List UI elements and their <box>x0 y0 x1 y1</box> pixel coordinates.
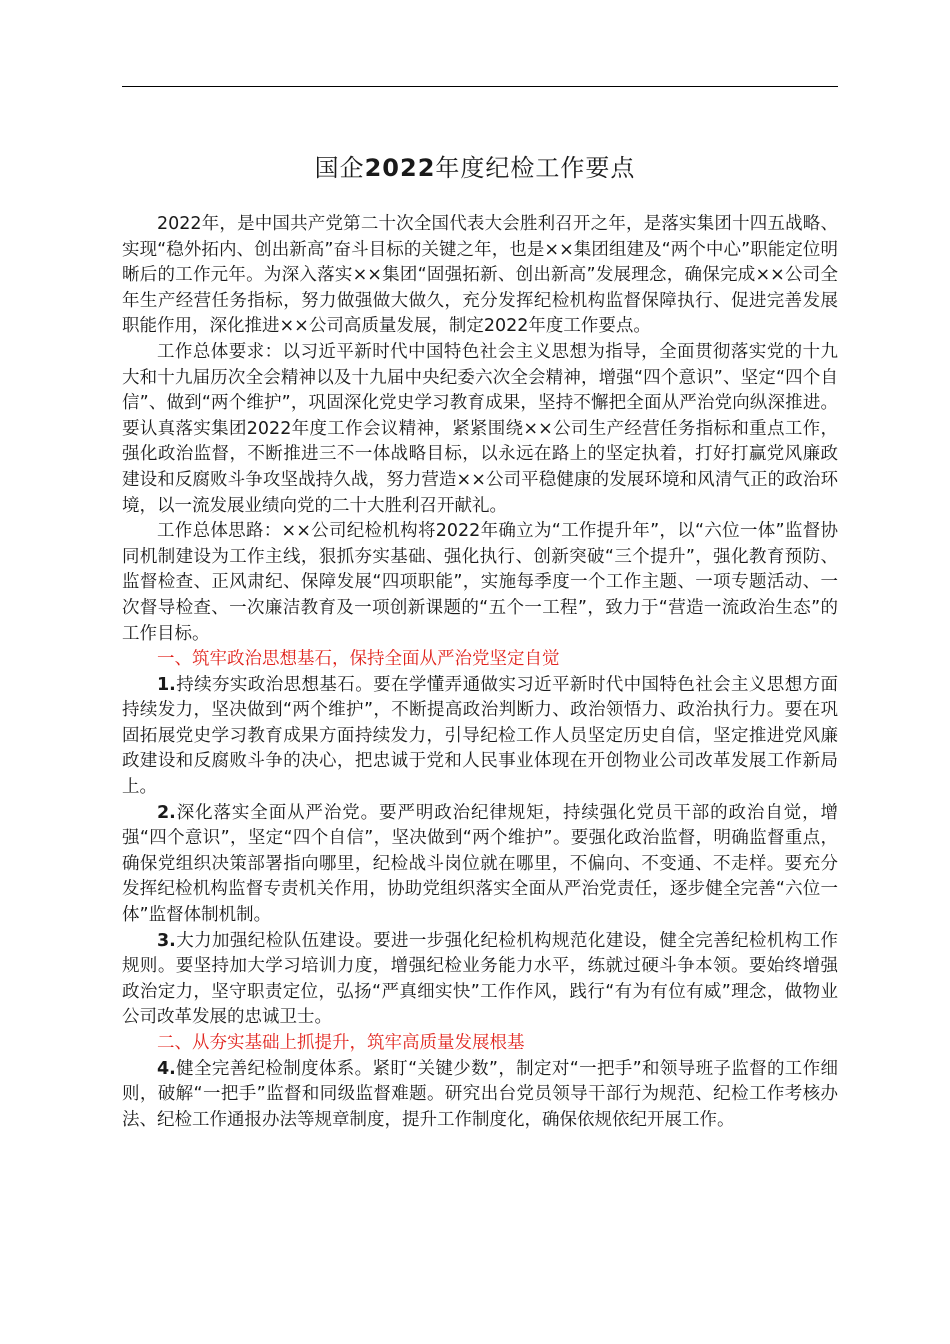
section-heading-1 <box>122 647 838 673</box>
paragraph-intro <box>122 212 838 340</box>
paragraph-text: 工作总体要求：以习近平新时代中国特色社会主义思想为指导，全面贯彻落实党的十九大和十九届历次全会精神以及十九届中央纪委六次全会精神，增强“四个意识”、坚定“四个自信”、做到“两个维护”，巩固深化党史学习教育成果，坚持不懈把全面从严治党向纵深推进。要认真落实集团2022年度工作会议精神，紧紧围绕××公司生产经营任务指标和重点工作，强化政治监督，不断推进三不一体战略目标，以永远在路上的坚定执着，打好打赢党风廉政建设和反腐败斗争攻坚战持久战，努力营造××公司平稳健康的发展环境和风清气正的政治环境，以一流发展业绩向党的二十大胜利召开献礼。 <box>122 341 838 516</box>
section-heading-text: 二、从夯实基础上抓提升，筑牢高质量发展根基 <box>157 1033 525 1053</box>
list-item-2 <box>122 801 838 929</box>
item-number: 4. <box>157 1058 176 1079</box>
document-body <box>122 212 838 1133</box>
item-text: 健全完善纪检制度体系。紧盯“关键少数”，制定对“一把手”和领导班子监督的工作细则，破解“一把手”监督和同级监督难题。研究出台党员领导干部行为规范、纪检工作考核办法、纪检工作通报办法等规章制度，提升工作制度化，确保依规依纪开展工作。 <box>122 1058 838 1130</box>
item-number: 3. <box>157 930 176 951</box>
paragraph-text: 工作总体思路：××公司纪检机构将2022年确立为“工作提升年”，以“六位一体”监督协同机制建设为工作主线，狠抓夯实基础、强化执行、创新突破“三个提升”，强化教育预防、监督检查、正风肃纪、保障发展“四项职能”，实施每季度一个工作主题、一项专题活动、一次督导检查、一次廉洁教育及一项创新课题的“五个一工程”，致力于“营造一流政治生态”的工作目标。 <box>122 521 838 644</box>
paragraph-text: 2022年，是中国共产党第二十次全国代表大会胜利召开之年，是落实集团十四五战略、实现“稳外拓内、创出新高”奋斗目标的关键之年，也是××集团组建及“两个中心”职能定位明晰后的工作元年。为深入落实××集团“固强拓新、创出新高”发展理念，确保完成××公司全年生产经营任务指标，努力做强做大做久，充分发挥纪检机构监督保障执行、促进完善发展职能作用，深化推进××公司高质量发展，制定2022年度工作要点。 <box>122 214 838 337</box>
page-title <box>0 150 950 186</box>
item-text: 大力加强纪检队伍建设。要进一步强化纪检机构规范化建设，健全完善纪检机构工作规则。要坚持加大学习培训力度，增强纪检业务能力水平，练就过硬斗争本领。要始终增强政治定力，坚守职责定位，弘扬“严真细实快”工作作风，践行“有为有位有威”理念，做物业公司改革发展的忠诚卫士。 <box>122 930 838 1028</box>
section-heading-text: 一、筑牢政治思想基石，保持全面从严治党坚定自觉 <box>157 649 560 670</box>
paragraph-requirements <box>122 340 838 519</box>
list-item-3 <box>122 929 838 1031</box>
paragraph-approach <box>122 519 838 647</box>
item-number: 2. <box>157 802 176 823</box>
item-number: 1. <box>157 674 176 695</box>
item-text: 持续夯实政治思想基石。要在学懂弄通做实习近平新时代中国特色社会主义思想方面持续发力，坚决做到“两个维护”，不断提高政治判断力、政治领悟力、政治执行力。要在巩固拓展党史学习教育成果方面持续发力，引导纪检工作人员坚定历史自信，坚定推进党风廉政建设和反腐败斗争的决心，把忠诚于党和人民事业体现在开创物业公司改革发展工作新局上。 <box>122 674 838 798</box>
section-heading-2 <box>122 1031 838 1057</box>
list-item-4 <box>122 1057 838 1134</box>
title-year: 2022 <box>364 154 436 182</box>
header-rule <box>122 86 838 87</box>
title-prefix: 国企 <box>314 154 365 182</box>
list-item-1 <box>122 673 838 801</box>
title-suffix: 年度纪检工作要点 <box>435 154 636 182</box>
item-text: 深化落实全面从严治党。要严明政治纪律规矩，持续强化党员干部的政治自觉，增强“四个意识”，坚定“四个自信”，坚决做到“两个维护”。要强化政治监督，明确监督重点，确保党组织决策部署指向哪里，纪检战斗岗位就在哪里，不偏向、不变通、不走样。要充分发挥纪检机构监督专责机关作用，协助党组织落实全面从严治党责任，逐步健全完善“六位一体”监督体制机制。 <box>122 802 838 926</box>
